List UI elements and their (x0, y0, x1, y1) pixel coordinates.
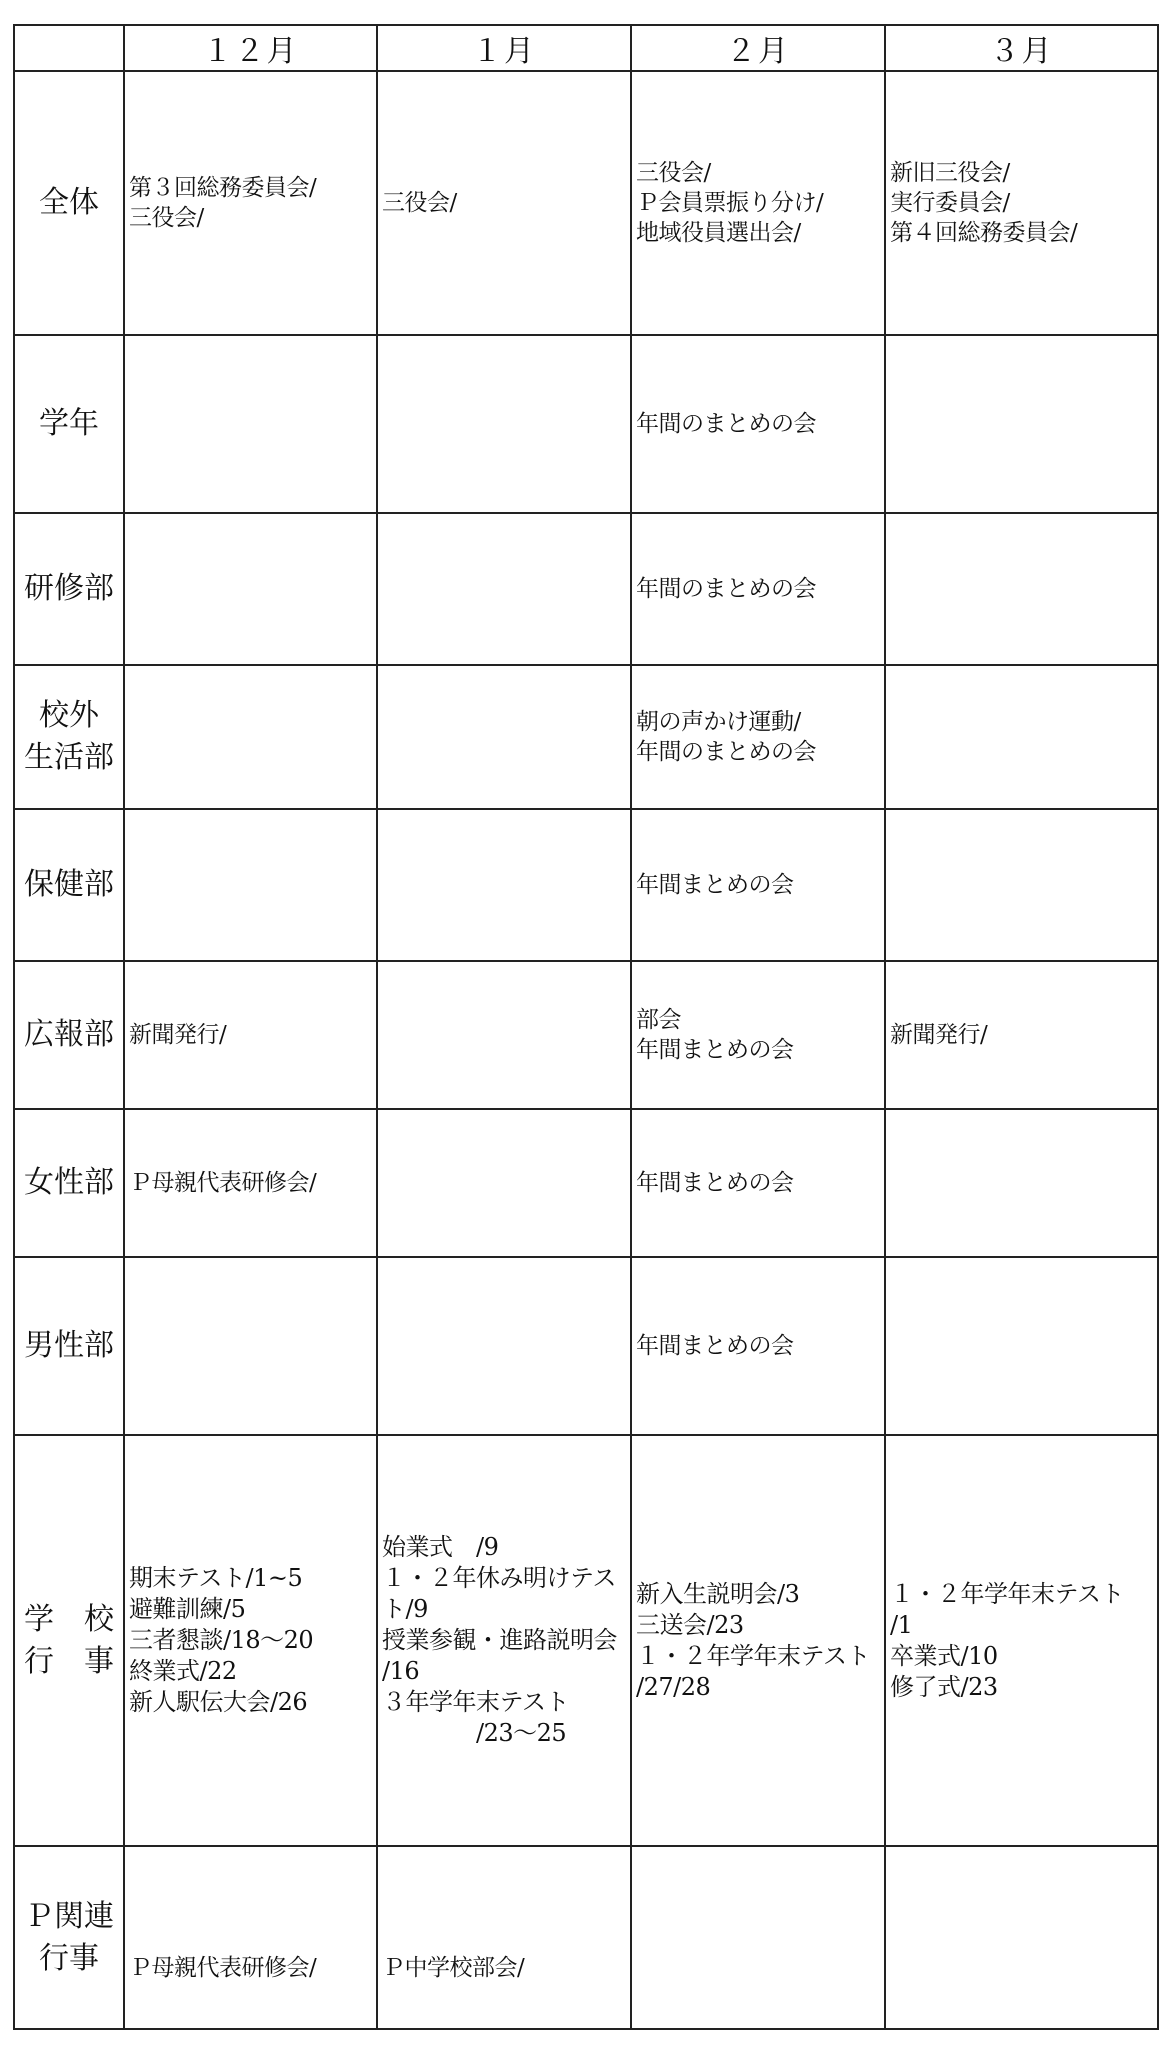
cell-line: 新旧三役会/ (890, 160, 1010, 186)
cell-pkanren-dec (124, 1846, 377, 2029)
row-label-line: 研修部 (24, 571, 114, 606)
cell-kenshu-feb (631, 513, 885, 665)
row-gakunen (14, 335, 1158, 513)
cell-gakkou-dec (124, 1435, 377, 1846)
cell-line: Ｐ中学校部会/ (382, 1954, 525, 1981)
cell-line: 年間まとめの会 (636, 1037, 794, 1063)
cell-line: 新人駅伝大会/26 (129, 1688, 308, 1716)
row-label-line: 行 事 (24, 1643, 114, 1679)
cell-hoken-feb (631, 809, 885, 961)
cell-josei-dec (124, 1109, 377, 1257)
month-header-dec: １２月 (124, 25, 377, 71)
cell-line: 年間まとめの会 (636, 872, 794, 898)
row-label-line: Ｐ関連 (24, 1898, 114, 1934)
row-label-line: 学 校 (24, 1601, 114, 1637)
cell-hoken-jan (377, 809, 631, 961)
row-label-pkanren (14, 1846, 124, 2029)
cell-line: ３年学年末テスト (382, 1688, 570, 1716)
row-label-kougai (14, 665, 124, 809)
row-label-line: 生活部 (24, 740, 114, 775)
cell-line: １・２年休み明けテス (382, 1564, 617, 1592)
row-josei (14, 1109, 1158, 1257)
cell-pkanren-mar (885, 1846, 1158, 2029)
cell-line: １・２年学年末テスト (636, 1641, 871, 1670)
row-label-zentai (14, 71, 124, 335)
cell-line: 年間のまとめの会 (636, 576, 816, 602)
cell-line: 三役会/ (382, 190, 457, 216)
month-header-row (14, 25, 1158, 71)
row-label-gakkou (14, 1435, 124, 1846)
cell-kougai-dec (124, 665, 377, 809)
cell-kenshu-jan (377, 513, 631, 665)
cell-line: /27/28 (636, 1672, 711, 1701)
cell-line: 新入生説明会/3 (636, 1579, 800, 1608)
row-kouhou (14, 961, 1158, 1109)
cell-line: 卒業式/10 (890, 1641, 998, 1670)
cell-kenshu-dec (124, 513, 377, 665)
cell-zentai-dec (124, 71, 377, 335)
cell-dansei-dec (124, 1257, 377, 1435)
cell-line: 第４回総務委員会/ (890, 220, 1078, 246)
cell-gakunen-feb (631, 335, 885, 513)
schedule-body (14, 71, 1158, 2029)
cell-line: 三役会/ (636, 160, 711, 186)
row-dansei (14, 1257, 1158, 1435)
cell-josei-mar (885, 1109, 1158, 1257)
corner-cell (14, 25, 124, 71)
cell-zentai-jan (377, 71, 631, 335)
cell-zentai-mar (885, 71, 1158, 335)
row-label-line: 行事 (39, 1940, 99, 1976)
row-kenshu (14, 513, 1158, 665)
cell-line: 授業参観・進路説明会 (382, 1626, 617, 1654)
cell-line: 避難訓練/5 (129, 1595, 246, 1623)
cell-kouhou-dec (124, 961, 377, 1109)
row-label-line: 広報部 (24, 1017, 114, 1052)
cell-line: ト/9 (382, 1595, 428, 1623)
row-label-line: 校外 (39, 698, 99, 733)
row-label-dansei (14, 1257, 124, 1435)
row-zentai (14, 71, 1158, 335)
month-header-mar: ３月 (885, 25, 1158, 71)
cell-kougai-jan (377, 665, 631, 809)
row-label-kouhou (14, 961, 124, 1109)
cell-josei-jan (377, 1109, 631, 1257)
cell-gakkou-mar (885, 1435, 1158, 1846)
cell-kouhou-jan (377, 961, 631, 1109)
cell-line: 年間まとめの会 (636, 1333, 794, 1359)
row-label-line: 学年 (39, 406, 99, 441)
row-label-line: 保健部 (24, 867, 114, 902)
row-kougai (14, 665, 1158, 809)
row-label-josei (14, 1109, 124, 1257)
cell-line: Ｐ母親代表研修会/ (129, 1954, 317, 1981)
cell-line: 三送会/23 (636, 1610, 744, 1639)
cell-hoken-dec (124, 809, 377, 961)
row-pkanren (14, 1846, 1158, 2029)
cell-line: 修了式/23 (890, 1672, 998, 1701)
cell-kouhou-feb (631, 961, 885, 1109)
cell-line: 新聞発行/ (129, 1022, 227, 1048)
cell-line: 朝の声かけ運動/ (636, 709, 801, 735)
row-label-line: 男性部 (24, 1328, 114, 1363)
cell-line: １・２年学年末テスト (890, 1579, 1125, 1608)
row-label-gakunen (14, 335, 124, 513)
cell-line: 年間のまとめの会 (636, 411, 816, 437)
row-hoken (14, 809, 1158, 961)
cell-kougai-mar (885, 665, 1158, 809)
cell-line: 三者懇談/18～20 (129, 1626, 314, 1654)
row-label-hoken (14, 809, 124, 961)
cell-line: 年間まとめの会 (636, 1170, 794, 1196)
cell-kenshu-mar (885, 513, 1158, 665)
cell-josei-feb (631, 1109, 885, 1257)
cell-gakunen-dec (124, 335, 377, 513)
row-label-line: 全体 (39, 185, 99, 220)
cell-line: Ｐ母親代表研修会/ (129, 1170, 317, 1196)
cell-kougai-feb (631, 665, 885, 809)
row-label-line: 女性部 (24, 1165, 114, 1200)
cell-line: 実行委員会/ (890, 190, 1010, 216)
cell-line: 第３回総務委員会/ (129, 175, 317, 201)
cell-line: /1 (890, 1610, 913, 1639)
cell-gakunen-jan (377, 335, 631, 513)
cell-line: 新聞発行/ (890, 1022, 988, 1048)
schedule-table (13, 24, 1159, 2030)
cell-dansei-mar (885, 1257, 1158, 1435)
cell-gakkou-feb (631, 1435, 885, 1846)
cell-gakunen-mar (885, 335, 1158, 513)
row-label-kenshu (14, 513, 124, 665)
cell-line: 三役会/ (129, 205, 204, 231)
cell-line: 期末テスト/1~5 (129, 1564, 303, 1592)
month-header-jan: １月 (377, 25, 631, 71)
cell-kouhou-mar (885, 961, 1158, 1109)
cell-dansei-feb (631, 1257, 885, 1435)
cell-line: 終業式/22 (129, 1657, 237, 1685)
cell-line: Ｐ会員票振り分け/ (636, 190, 824, 216)
cell-dansei-jan (377, 1257, 631, 1435)
row-gakkou (14, 1435, 1158, 1846)
cell-line: 部会 (636, 1007, 681, 1033)
cell-line: 年間のまとめの会 (636, 739, 816, 765)
cell-hoken-mar (885, 809, 1158, 961)
cell-pkanren-feb (631, 1846, 885, 2029)
cell-line: /23～25 (382, 1719, 567, 1747)
cell-pkanren-jan (377, 1846, 631, 2029)
cell-line: /16 (382, 1657, 420, 1685)
cell-line: 始業式 /9 (382, 1533, 499, 1561)
cell-gakkou-jan (377, 1435, 631, 1846)
month-header-feb: ２月 (631, 25, 885, 71)
cell-line: 地域役員選出会/ (636, 220, 801, 246)
cell-zentai-feb (631, 71, 885, 335)
